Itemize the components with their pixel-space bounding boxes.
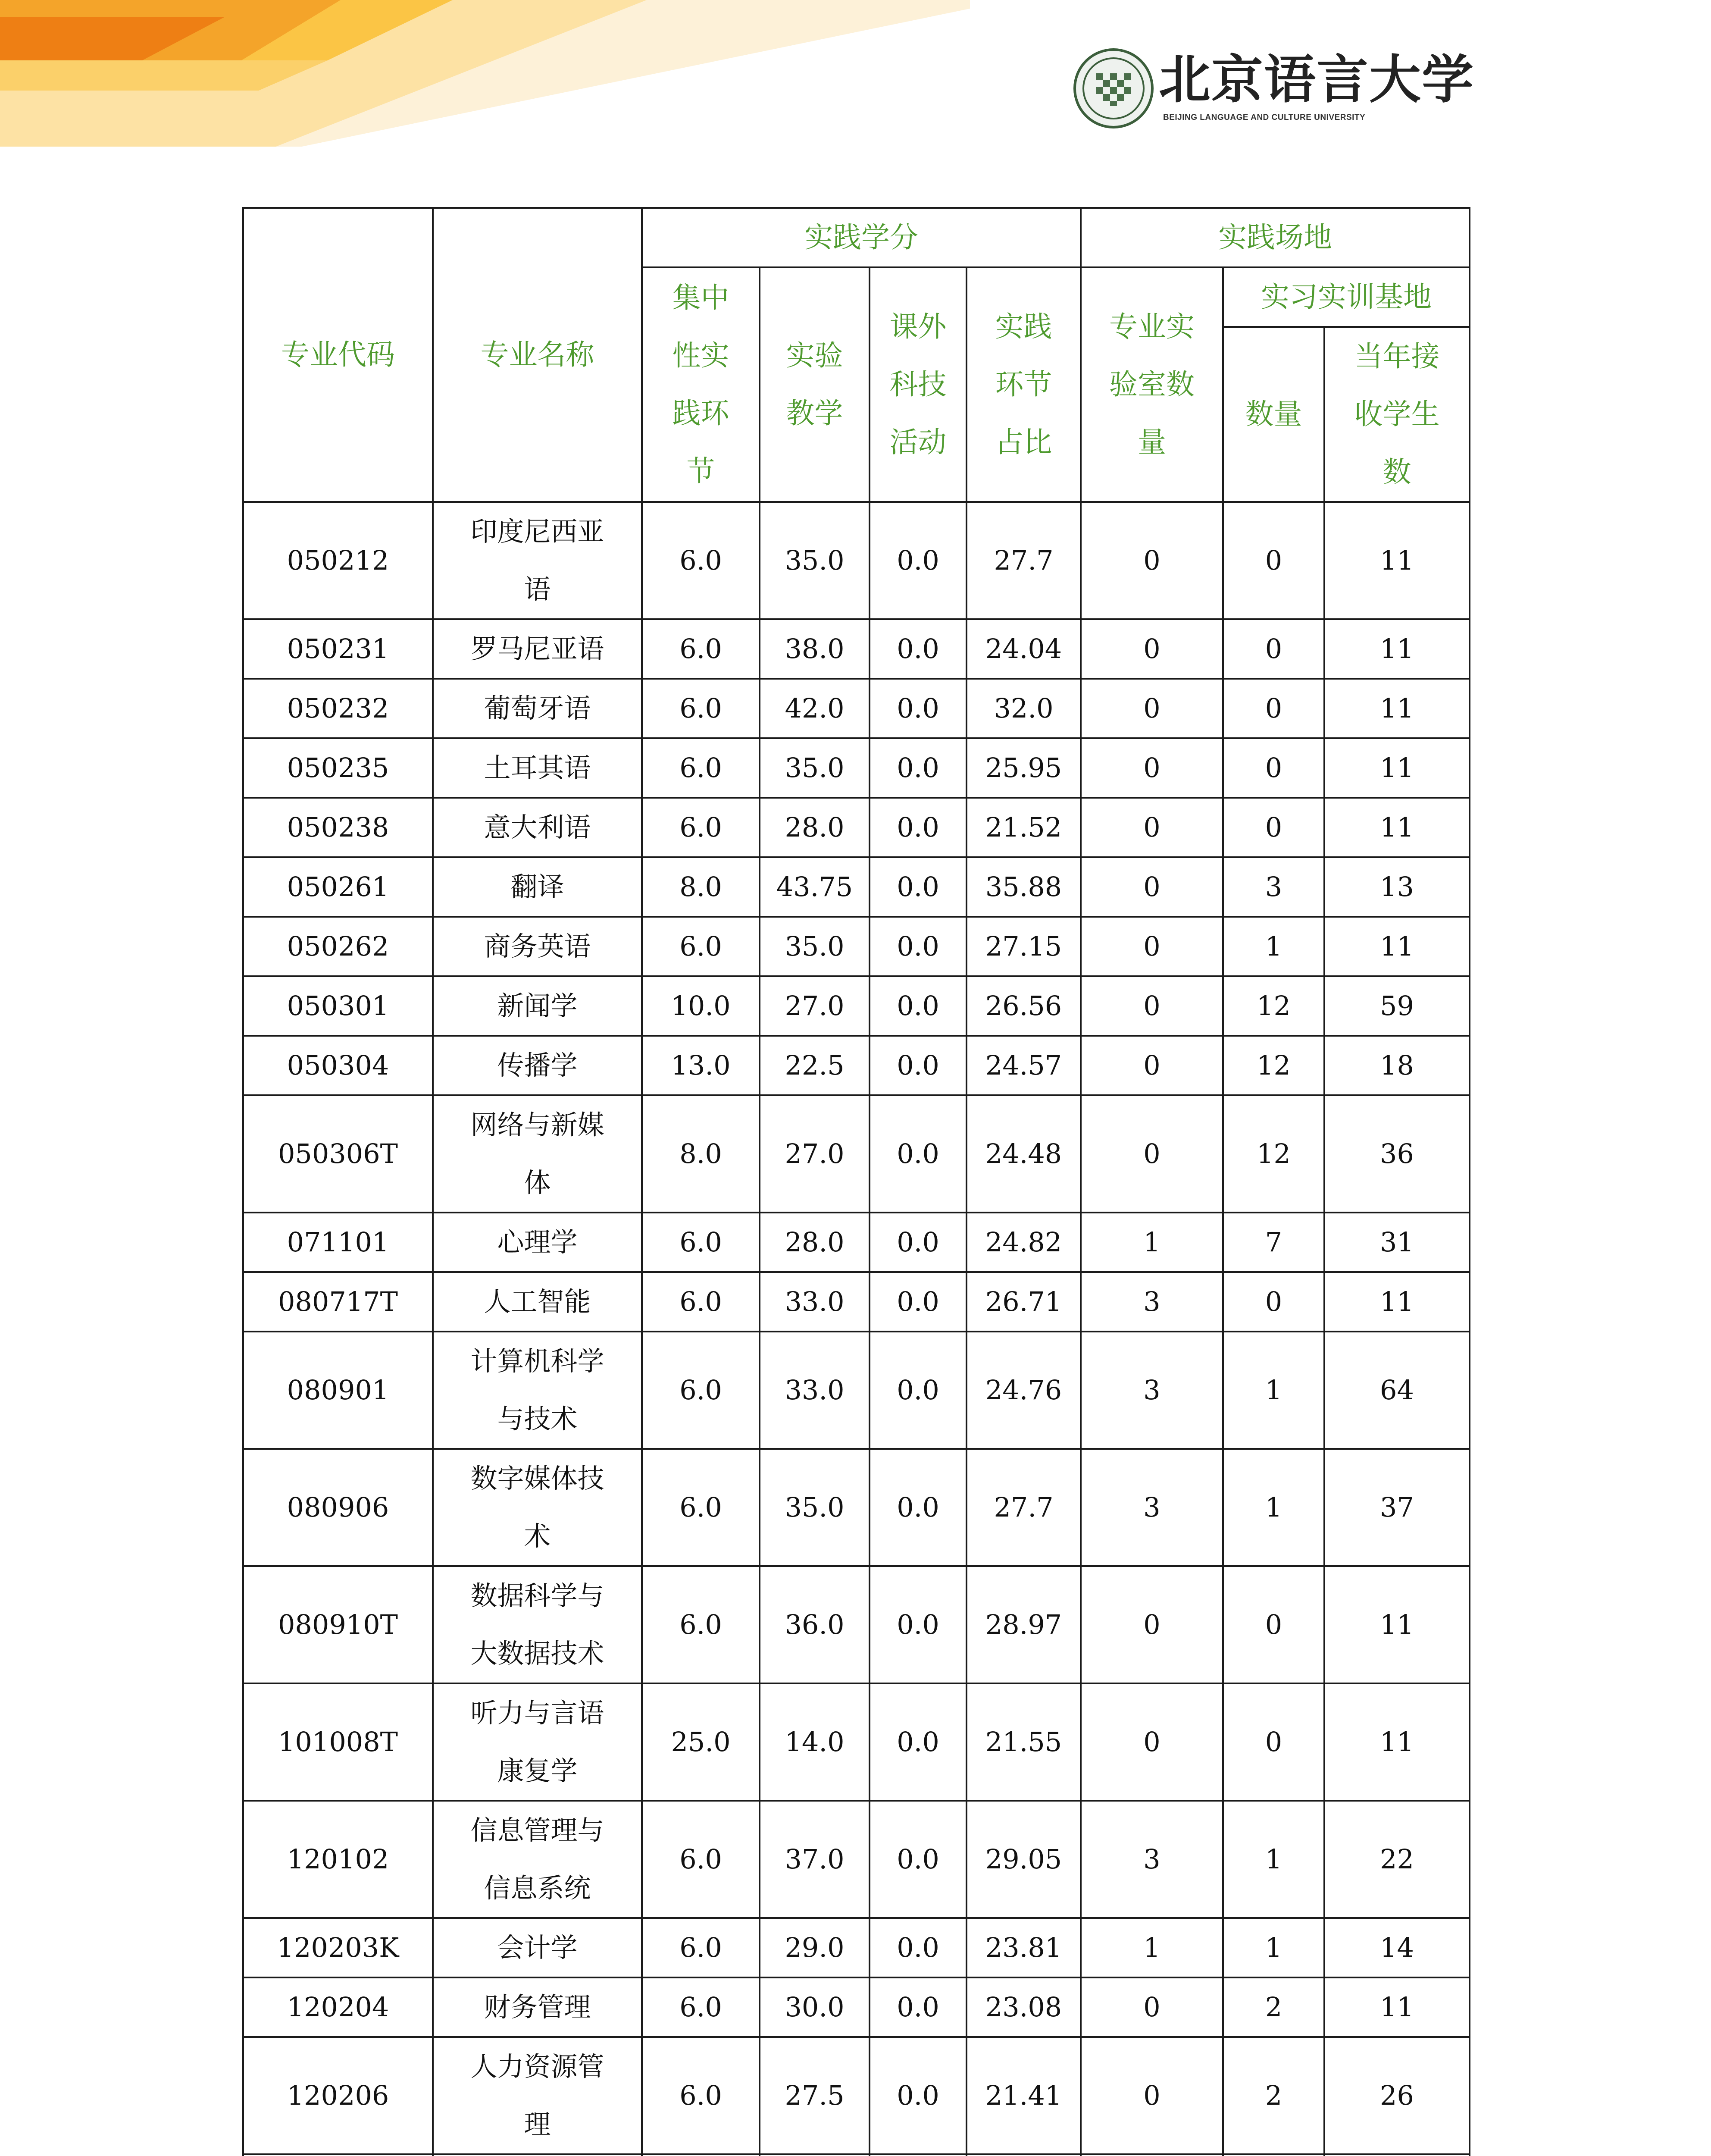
table-row (243, 1095, 1470, 1213)
cell-base-count: 0 (1223, 1683, 1324, 1801)
cell-students: 14 (1324, 1918, 1470, 1977)
cell-code: 080906 (243, 1449, 433, 1566)
cell-concentrated: 6.0 (642, 1332, 760, 1449)
cell-base-count: 0 (1223, 679, 1324, 738)
cell-base-count: 0 (1223, 1566, 1324, 1683)
header-labs (1081, 267, 1223, 502)
header-students (1324, 327, 1470, 502)
cell-code: 050261 (243, 857, 433, 917)
cell-students: 11 (1324, 1977, 1470, 2037)
cell-students: 11 (1324, 798, 1470, 857)
university-seal-icon (1073, 47, 1154, 129)
cell-code: 050238 (243, 798, 433, 857)
table-row (243, 1801, 1470, 1918)
cell-concentrated: 6.0 (642, 1918, 760, 1977)
cell-experiment: 38.0 (760, 619, 870, 679)
cell-concentrated: 6.0 (642, 1272, 760, 1332)
cell-extracurricular: 0.0 (870, 1977, 967, 2037)
cell-students (1324, 2154, 1470, 2156)
cell-concentrated: 25.0 (642, 1683, 760, 1801)
cell-experiment: 27.0 (760, 1095, 870, 1213)
cell-students: 31 (1324, 1213, 1470, 1272)
cell-ratio: 23.08 (967, 1977, 1081, 2037)
cell-students: 11 (1324, 738, 1470, 798)
cell-labs: 0 (1081, 857, 1223, 917)
cell-name-text: 计算机科学与技术 (470, 1345, 604, 1435)
cell-code: 050262 (243, 917, 433, 976)
header-base-count: 数量 (1223, 327, 1324, 502)
cell-base-count: 1 (1223, 1332, 1324, 1449)
top-decorative-band (0, 0, 970, 147)
cell-name: 人工智能 (433, 1272, 642, 1332)
cell-labs: 0 (1081, 976, 1223, 1036)
cell-base-count: 0 (1223, 798, 1324, 857)
cell-name-text: 数据科学与大数据技术 (470, 1580, 604, 1669)
cell-name: 商务英语 (433, 917, 642, 976)
cell-students: 13 (1324, 857, 1470, 917)
table-row (243, 1332, 1470, 1449)
cell-students: 36 (1324, 1095, 1470, 1213)
header-practice-venues: 实践场地 (1081, 208, 1470, 267)
cell-extracurricular: 0.0 (870, 976, 967, 1036)
cell-labs: 0 (1081, 917, 1223, 976)
table-row (243, 1977, 1470, 2037)
cell-extracurricular: 0.0 (870, 1036, 967, 1095)
header-labs-text: 专业实验室数量 (1109, 310, 1195, 459)
cell-base-count: 1 (1223, 1449, 1324, 1566)
cell-experiment: 27.5 (760, 2037, 870, 2154)
cell-ratio: 24.48 (967, 1095, 1081, 1213)
cell-experiment: 35.0 (760, 502, 870, 619)
cell-students: 11 (1324, 917, 1470, 976)
cell-name (433, 1566, 642, 1683)
cell-name: 会计学 (433, 1918, 642, 1977)
cell-labs: 0 (1081, 1566, 1223, 1683)
cell-name-text: 听力与言语康复学 (470, 1697, 604, 1786)
cell-students: 18 (1324, 1036, 1470, 1095)
cell-concentrated (642, 2154, 760, 2156)
cell-concentrated: 8.0 (642, 1095, 760, 1213)
cell-code: 080910T (243, 1566, 433, 1683)
cell-extracurricular: 0.0 (870, 1095, 967, 1213)
cell-concentrated: 6.0 (642, 798, 760, 857)
cell-ratio: 29.05 (967, 1801, 1081, 1918)
cell-students: 11 (1324, 502, 1470, 619)
cell-students: 11 (1324, 679, 1470, 738)
cell-code: 050235 (243, 738, 433, 798)
cell-base-count: 1 (1223, 917, 1324, 976)
cell-ratio: 27.15 (967, 917, 1081, 976)
table-row (243, 976, 1470, 1036)
cell-students: 37 (1324, 1449, 1470, 1566)
cell-ratio: 26.71 (967, 1272, 1081, 1332)
cell-experiment: 30.0 (760, 1977, 870, 2037)
cell-extracurricular: 0.0 (870, 1272, 967, 1332)
cell-concentrated: 6.0 (642, 679, 760, 738)
header-ratio (967, 267, 1081, 502)
cell-name: 土耳其语 (433, 738, 642, 798)
cell-ratio: 24.57 (967, 1036, 1081, 1095)
cell-extracurricular: 0.0 (870, 2037, 967, 2154)
table-row (243, 2154, 1470, 2156)
cell-concentrated: 6.0 (642, 1566, 760, 1683)
cell-name-text: 印度尼西亚语 (470, 516, 604, 605)
cell-base-count (1223, 2154, 1324, 2156)
table-row (243, 1683, 1470, 1801)
cell-labs: 1 (1081, 1918, 1223, 1977)
university-logo (1073, 47, 1474, 134)
cell-ratio: 28.97 (967, 1566, 1081, 1683)
cell-labs: 0 (1081, 798, 1223, 857)
cell-experiment (760, 2154, 870, 2156)
cell-code: 120203K (243, 1918, 433, 1977)
cell-students: 64 (1324, 1332, 1470, 1449)
cell-students: 26 (1324, 2037, 1470, 2154)
cell-labs: 3 (1081, 1449, 1223, 1566)
cell-ratio: 35.88 (967, 857, 1081, 917)
cell-name-text: 数字媒体技术 (470, 1463, 604, 1552)
cell-name-text: 网络与新媒体 (470, 1109, 604, 1198)
cell-labs: 3 (1081, 1332, 1223, 1449)
header-code: 专业代码 (243, 208, 433, 502)
table-row (243, 798, 1470, 857)
table-row (243, 917, 1470, 976)
cell-name-text: 信息管理与信息系统 (470, 1814, 604, 1904)
cell-base-count: 12 (1223, 976, 1324, 1036)
cell-ratio: 21.52 (967, 798, 1081, 857)
cell-concentrated: 6.0 (642, 1977, 760, 2037)
cell-code: 050301 (243, 976, 433, 1036)
header-experiment-text: 实验教学 (786, 339, 843, 430)
cell-labs: 0 (1081, 1036, 1223, 1095)
cell-extracurricular: 0.0 (870, 857, 967, 917)
cell-experiment: 28.0 (760, 798, 870, 857)
cell-ratio: 21.55 (967, 1683, 1081, 1801)
cell-code: 050306T (243, 1095, 433, 1213)
cell-labs (1081, 2154, 1223, 2156)
cell-extracurricular (870, 2154, 967, 2156)
cell-name: 心理学 (433, 1213, 642, 1272)
cell-students: 59 (1324, 976, 1470, 1036)
cell-extracurricular: 0.0 (870, 1213, 967, 1272)
table-body (243, 502, 1470, 2156)
cell-name (433, 2154, 642, 2156)
header-ratio-text: 实践环节占比 (995, 310, 1052, 459)
cell-experiment: 35.0 (760, 917, 870, 976)
cell-base-count: 0 (1223, 1272, 1324, 1332)
cell-extracurricular: 0.0 (870, 1918, 967, 1977)
cell-base-count: 3 (1223, 857, 1324, 917)
cell-name (433, 1095, 642, 1213)
cell-name: 葡萄牙语 (433, 679, 642, 738)
cell-experiment: 35.0 (760, 1449, 870, 1566)
cell-experiment: 33.0 (760, 1332, 870, 1449)
cell-ratio: 26.56 (967, 976, 1081, 1036)
cell-name (433, 1801, 642, 1918)
cell-ratio: 32.0 (967, 679, 1081, 738)
cell-extracurricular: 0.0 (870, 679, 967, 738)
cell-name (433, 2037, 642, 2154)
cell-ratio: 21.41 (967, 2037, 1081, 2154)
table-row (243, 1918, 1470, 1977)
cell-extracurricular: 0.0 (870, 1449, 967, 1566)
cell-base-count: 12 (1223, 1036, 1324, 1095)
practice-credits-table (242, 207, 1470, 2156)
cell-labs: 0 (1081, 502, 1223, 619)
cell-students: 11 (1324, 1566, 1470, 1683)
cell-labs: 0 (1081, 679, 1223, 738)
cell-students: 11 (1324, 1683, 1470, 1801)
table-row (243, 679, 1470, 738)
cell-code (243, 2154, 433, 2156)
cell-name: 财务管理 (433, 1977, 642, 2037)
cell-base-count: 0 (1223, 502, 1324, 619)
cell-base-count: 2 (1223, 2037, 1324, 2154)
cell-labs: 0 (1081, 1977, 1223, 2037)
cell-labs: 0 (1081, 619, 1223, 679)
cell-extracurricular: 0.0 (870, 1332, 967, 1449)
header-practice-credits: 实践学分 (642, 208, 1081, 267)
cell-experiment: 33.0 (760, 1272, 870, 1332)
cell-experiment: 36.0 (760, 1566, 870, 1683)
cell-concentrated: 8.0 (642, 857, 760, 917)
cell-ratio (967, 2154, 1081, 2156)
cell-labs: 0 (1081, 1683, 1223, 1801)
cell-ratio: 24.04 (967, 619, 1081, 679)
cell-experiment: 27.0 (760, 976, 870, 1036)
cell-students: 11 (1324, 619, 1470, 679)
cell-extracurricular: 0.0 (870, 619, 967, 679)
header-concentrated-text: 集中性实践环节 (672, 281, 729, 488)
cell-ratio: 24.76 (967, 1332, 1081, 1449)
cell-experiment: 42.0 (760, 679, 870, 738)
cell-experiment: 29.0 (760, 1918, 870, 1977)
cell-concentrated: 6.0 (642, 738, 760, 798)
cell-extracurricular: 0.0 (870, 1566, 967, 1683)
header-extracurricular (870, 267, 967, 502)
cell-base-count: 0 (1223, 619, 1324, 679)
cell-labs: 3 (1081, 1801, 1223, 1918)
cell-extracurricular: 0.0 (870, 1801, 967, 1918)
cell-students: 11 (1324, 1272, 1470, 1332)
cell-base-count: 1 (1223, 1801, 1324, 1918)
table-row (243, 857, 1470, 917)
cell-labs: 1 (1081, 1213, 1223, 1272)
cell-concentrated: 10.0 (642, 976, 760, 1036)
cell-code: 120206 (243, 2037, 433, 2154)
header-experiment (760, 267, 870, 502)
cell-experiment: 37.0 (760, 1801, 870, 1918)
cell-name (433, 1449, 642, 1566)
cell-ratio: 25.95 (967, 738, 1081, 798)
cell-experiment: 14.0 (760, 1683, 870, 1801)
cell-name: 翻译 (433, 857, 642, 917)
cell-code: 120204 (243, 1977, 433, 2037)
cell-labs: 3 (1081, 1272, 1223, 1332)
cell-experiment: 35.0 (760, 738, 870, 798)
table-row (243, 738, 1470, 798)
cell-concentrated: 13.0 (642, 1036, 760, 1095)
table-row (243, 1213, 1470, 1272)
cell-name: 意大利语 (433, 798, 642, 857)
cell-concentrated: 6.0 (642, 1449, 760, 1566)
header-students-text: 当年接收学生数 (1354, 340, 1440, 489)
cell-name: 罗马尼亚语 (433, 619, 642, 679)
table-row (243, 1449, 1470, 1566)
cell-labs: 0 (1081, 2037, 1223, 2154)
cell-name (433, 1332, 642, 1449)
cell-code: 050212 (243, 502, 433, 619)
cell-concentrated: 6.0 (642, 1213, 760, 1272)
cell-code: 071101 (243, 1213, 433, 1272)
table-row (243, 619, 1470, 679)
cell-ratio: 27.7 (967, 1449, 1081, 1566)
cell-name-text: 人力资源管理 (470, 2051, 604, 2140)
cell-name (433, 1683, 642, 1801)
cell-base-count: 7 (1223, 1213, 1324, 1272)
table-row (243, 502, 1470, 619)
cell-extracurricular: 0.0 (870, 738, 967, 798)
cell-code: 050304 (243, 1036, 433, 1095)
header-training-base: 实习实训基地 (1223, 267, 1470, 327)
header-name: 专业名称 (433, 208, 642, 502)
cell-code: 050232 (243, 679, 433, 738)
cell-name: 新闻学 (433, 976, 642, 1036)
cell-code: 080717T (243, 1272, 433, 1332)
cell-experiment: 43.75 (760, 857, 870, 917)
cell-name: 传播学 (433, 1036, 642, 1095)
table-row (243, 1566, 1470, 1683)
cell-labs: 0 (1081, 738, 1223, 798)
university-name-en: BEIJING LANGUAGE AND CULTURE UNIVERSITY (1163, 113, 1366, 122)
cell-base-count: 12 (1223, 1095, 1324, 1213)
cell-concentrated: 6.0 (642, 2037, 760, 2154)
cell-code: 120102 (243, 1801, 433, 1918)
header-concentrated (642, 267, 760, 502)
cell-extracurricular: 0.0 (870, 798, 967, 857)
cell-concentrated: 6.0 (642, 917, 760, 976)
cell-experiment: 22.5 (760, 1036, 870, 1095)
cell-base-count: 0 (1223, 738, 1324, 798)
university-name-cn: 北京语言大学 (1159, 49, 1474, 110)
cell-experiment: 28.0 (760, 1213, 870, 1272)
cell-code: 050231 (243, 619, 433, 679)
cell-extracurricular: 0.0 (870, 917, 967, 976)
cell-extracurricular: 0.0 (870, 502, 967, 619)
table-row (243, 1036, 1470, 1095)
header-extracurricular-text: 课外科技活动 (889, 310, 947, 459)
cell-base-count: 2 (1223, 1977, 1324, 2037)
table-row (243, 1272, 1470, 1332)
cell-ratio: 24.82 (967, 1213, 1081, 1272)
cell-concentrated: 6.0 (642, 502, 760, 619)
cell-name (433, 502, 642, 619)
cell-concentrated: 6.0 (642, 1801, 760, 1918)
cell-concentrated: 6.0 (642, 619, 760, 679)
cell-students: 22 (1324, 1801, 1470, 1918)
table-row (243, 2037, 1470, 2154)
cell-labs: 0 (1081, 1095, 1223, 1213)
cell-code: 080901 (243, 1332, 433, 1449)
cell-code: 101008T (243, 1683, 433, 1801)
cell-extracurricular: 0.0 (870, 1683, 967, 1801)
cell-ratio: 27.7 (967, 502, 1081, 619)
cell-base-count: 1 (1223, 1918, 1324, 1977)
cell-ratio: 23.81 (967, 1918, 1081, 1977)
